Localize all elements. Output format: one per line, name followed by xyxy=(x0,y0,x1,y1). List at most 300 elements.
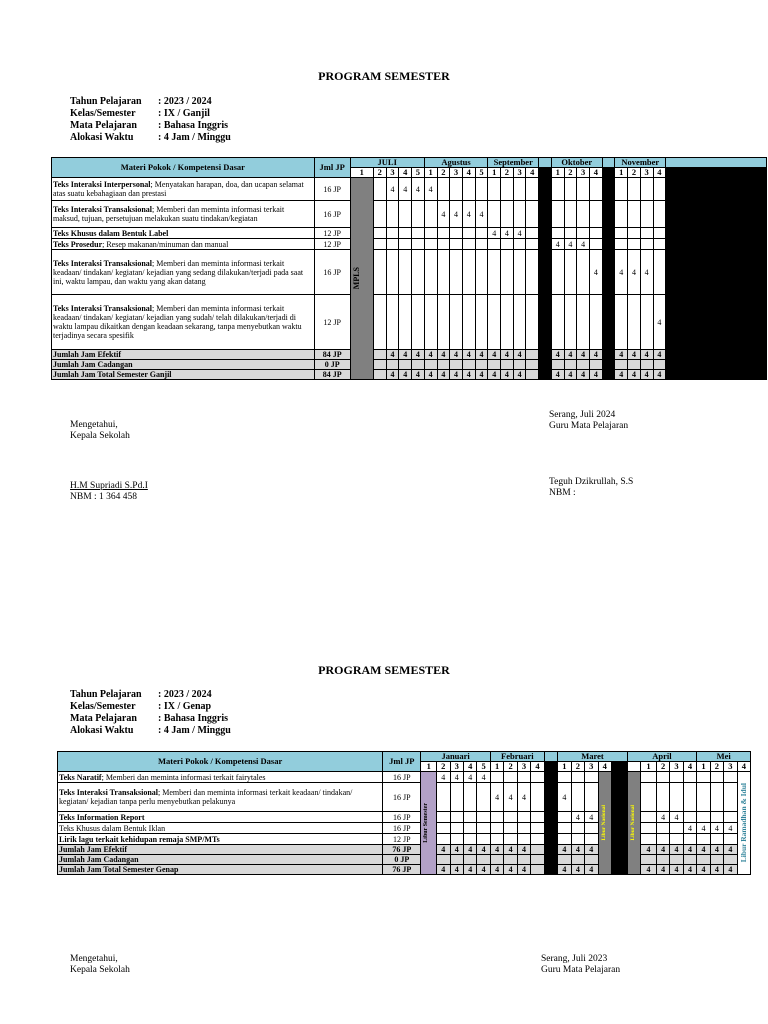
gap-cell xyxy=(611,762,627,772)
semester-info xyxy=(70,96,231,144)
sum-value: 4 xyxy=(670,845,683,855)
info-label: Kelas/Semester xyxy=(70,108,136,119)
sum-value xyxy=(462,360,475,370)
jp-value xyxy=(531,772,544,783)
month-header: September xyxy=(488,158,539,168)
jp-value xyxy=(437,823,450,834)
sum-value: 4 xyxy=(399,350,412,360)
sum-value: 4 xyxy=(450,865,463,875)
materi-title: Teks Naratif xyxy=(59,772,102,782)
jp-value xyxy=(501,201,514,228)
jp-cell: 16 JP xyxy=(383,812,421,823)
sum-value xyxy=(551,360,564,370)
sum-value xyxy=(437,855,450,865)
jp-value xyxy=(615,228,628,239)
jp-cell: 12 JP xyxy=(314,228,350,239)
jp-value xyxy=(504,812,517,823)
jp-value: 4 xyxy=(558,783,571,812)
sum-value: 4 xyxy=(589,350,602,360)
jp-value xyxy=(683,772,696,783)
page-title: PROGRAM SEMESTER xyxy=(318,69,450,83)
jp-value xyxy=(488,250,501,295)
sum-jp: 84 JP xyxy=(314,370,350,380)
jp-value xyxy=(710,812,723,823)
materi-desc: ; Menyatakan harapan, doa, dan ucapan selamat atas suatu kebahagiaan dan prestasi xyxy=(53,180,304,198)
week-number: 1 xyxy=(641,762,657,772)
jp-value xyxy=(724,812,737,823)
jp-value xyxy=(450,239,463,250)
materi-cell xyxy=(52,201,315,228)
sum-label: Jumlah Jam Cadangan xyxy=(52,360,315,370)
materi-title: Teks Prosedur xyxy=(53,239,103,249)
jp-value xyxy=(513,239,526,250)
jp-cell: 12 JP xyxy=(314,239,350,250)
jp-value xyxy=(488,239,501,250)
info-label: Mata Pelajaran xyxy=(70,120,137,131)
jp-value xyxy=(450,823,463,834)
info-value: : IX / Ganjil xyxy=(158,108,210,119)
info-row xyxy=(70,689,231,701)
sum-value: 4 xyxy=(450,370,463,380)
teacher-nbm: NBM : xyxy=(549,488,576,498)
week-number: 3 xyxy=(450,762,463,772)
sum-label: Jumlah Jam Efektif xyxy=(52,350,315,360)
sum-value xyxy=(463,855,476,865)
sum-value: 4 xyxy=(640,370,653,380)
jp-value xyxy=(683,812,696,823)
jp-value xyxy=(504,834,517,845)
info-label: Kelas/Semester xyxy=(70,701,136,712)
table-row xyxy=(58,823,767,834)
jp-value xyxy=(640,239,653,250)
jp-value: 4 xyxy=(656,812,669,823)
week-number: 3 xyxy=(724,762,737,772)
jp-value xyxy=(475,250,488,295)
jp-cell: 16 JP xyxy=(383,783,421,812)
right-sig-line1: Serang, Juli 2023 xyxy=(541,954,608,964)
sum-value xyxy=(373,370,386,380)
sum-value xyxy=(477,855,490,865)
sum-value: 4 xyxy=(683,845,696,855)
libur-ramadhan-column xyxy=(737,772,751,875)
info-row xyxy=(70,96,231,108)
sum-value xyxy=(386,360,399,370)
sum-value xyxy=(526,370,539,380)
sum-value: 4 xyxy=(670,865,683,875)
jp-value xyxy=(424,201,437,228)
sum-value: 4 xyxy=(504,865,517,875)
gap-column xyxy=(611,772,627,875)
jp-value xyxy=(475,239,488,250)
week-number: 3 xyxy=(517,762,530,772)
jp-value xyxy=(477,812,490,823)
sum-value: 4 xyxy=(564,370,577,380)
table-row xyxy=(52,201,767,228)
materi-title: Teks Interaksi Transaksional xyxy=(53,304,152,313)
jp-value xyxy=(577,228,590,239)
sum-value: 4 xyxy=(517,845,530,855)
jml-header: Jml JP xyxy=(314,158,350,178)
jp-value xyxy=(490,772,503,783)
jp-value: 4 xyxy=(683,823,696,834)
sum-value: 4 xyxy=(488,370,501,380)
sum-row xyxy=(52,350,767,360)
jp-value xyxy=(386,250,399,295)
jp-value xyxy=(640,178,653,201)
gap-column xyxy=(602,178,615,380)
month-header: November xyxy=(615,158,666,168)
sum-value: 4 xyxy=(724,865,737,875)
sum-label: Jumlah Jam Cadangan xyxy=(58,855,383,865)
sum-value xyxy=(373,350,386,360)
gap-column xyxy=(539,178,552,380)
jp-value xyxy=(571,823,584,834)
mpls-column xyxy=(350,178,373,380)
sum-value xyxy=(412,360,425,370)
info-row xyxy=(70,132,231,144)
sum-value: 4 xyxy=(437,370,450,380)
week-number: 4 xyxy=(683,762,696,772)
jp-value xyxy=(501,239,514,250)
jp-value xyxy=(564,228,577,239)
libur-ramadhan-label: Libur Ramadhan & Idul xyxy=(738,783,748,863)
gap-column xyxy=(666,178,767,380)
sum-value: 4 xyxy=(628,370,641,380)
jp-value xyxy=(450,228,463,239)
jp-value xyxy=(564,201,577,228)
jp-value xyxy=(558,812,571,823)
week-number: 3 xyxy=(640,168,653,178)
jp-value: 4 xyxy=(571,812,584,823)
jp-value xyxy=(517,772,530,783)
materi-desc: Teks Khusus dalam Bentuk Iklan xyxy=(59,823,166,833)
jp-value xyxy=(641,772,657,783)
sum-value: 4 xyxy=(558,845,571,855)
materi-cell xyxy=(52,250,315,295)
sum-value xyxy=(475,360,488,370)
week-number: 4 xyxy=(531,762,544,772)
materi-desc: ; Memberi dan meminta informasi terkait keadaan/ tindakan/ kegiatan/ kejadian tanpa perlu menyebutkan pelakunya xyxy=(59,788,353,806)
sum-value xyxy=(437,360,450,370)
sum-row xyxy=(52,360,767,370)
sum-value: 4 xyxy=(697,845,710,855)
sum-value xyxy=(571,855,584,865)
week-number: 1 xyxy=(421,762,437,772)
materi-cell xyxy=(58,772,383,783)
week-number: 1 xyxy=(488,168,501,178)
materi-cell xyxy=(58,783,383,812)
week-number: 2 xyxy=(373,168,386,178)
jp-value: 4 xyxy=(640,250,653,295)
jp-value: 4 xyxy=(437,201,450,228)
jp-value xyxy=(386,295,399,350)
jp-value: 4 xyxy=(589,250,602,295)
sum-value: 4 xyxy=(462,370,475,380)
jp-value xyxy=(450,812,463,823)
jp-value xyxy=(450,783,463,812)
jp-value xyxy=(653,178,666,201)
week-number: 1 xyxy=(615,168,628,178)
jp-value xyxy=(488,295,501,350)
sum-value: 4 xyxy=(386,370,399,380)
jp-value xyxy=(628,178,641,201)
materi-title: Teks Interaksi Transaksional xyxy=(53,258,152,268)
sum-value xyxy=(531,855,544,865)
jp-value xyxy=(558,772,571,783)
left-signature-2 xyxy=(70,954,130,976)
gap-cell xyxy=(602,168,615,178)
sum-value: 4 xyxy=(585,865,598,875)
jp-value xyxy=(653,201,666,228)
sum-value: 4 xyxy=(437,865,450,875)
month-gap xyxy=(539,158,552,168)
left-sig-line2: Kepala Sekolah xyxy=(70,965,130,975)
sum-value: 4 xyxy=(501,350,514,360)
materi-title: Teks Interaksi Transaksional xyxy=(53,205,152,214)
sum-jp: 76 JP xyxy=(383,865,421,875)
info-value: : 4 Jam / Minggu xyxy=(158,132,231,143)
sum-value xyxy=(504,855,517,865)
jp-value xyxy=(628,228,641,239)
gap-cell xyxy=(627,762,640,772)
sum-value: 4 xyxy=(424,370,437,380)
sum-value xyxy=(490,855,503,865)
jp-value xyxy=(424,239,437,250)
jp-value xyxy=(488,201,501,228)
sum-value xyxy=(450,360,463,370)
sum-value: 4 xyxy=(475,370,488,380)
jp-value: 4 xyxy=(475,201,488,228)
jp-value xyxy=(424,228,437,239)
sum-value xyxy=(653,360,666,370)
jp-value xyxy=(640,295,653,350)
jp-value: 4 xyxy=(450,772,463,783)
jp-value xyxy=(424,250,437,295)
sum-value xyxy=(589,360,602,370)
jp-value xyxy=(399,228,412,239)
week-number: 2 xyxy=(710,762,723,772)
jp-value xyxy=(462,295,475,350)
jp-value xyxy=(641,783,657,812)
jp-value xyxy=(386,228,399,239)
gap-cell xyxy=(539,168,552,178)
sum-jp: 76 JP xyxy=(383,845,421,855)
sum-value: 4 xyxy=(656,845,669,855)
jp-value xyxy=(399,295,412,350)
jp-value xyxy=(412,201,425,228)
sum-value: 4 xyxy=(386,350,399,360)
week-number: 4 xyxy=(598,762,611,772)
jp-value xyxy=(531,812,544,823)
week-number: 4 xyxy=(589,168,602,178)
jp-value xyxy=(463,783,476,812)
jp-value xyxy=(462,228,475,239)
sum-value: 4 xyxy=(513,350,526,360)
materi-title: Lirik lagu terkait kehidupan remaja SMP/MTs xyxy=(59,834,220,844)
jp-value xyxy=(653,239,666,250)
libur-nasional-column xyxy=(598,772,611,875)
jp-value xyxy=(373,228,386,239)
jp-value xyxy=(501,250,514,295)
jp-value: 4 xyxy=(412,178,425,201)
jp-value xyxy=(531,834,544,845)
jp-value xyxy=(475,228,488,239)
jp-value: 4 xyxy=(517,783,530,812)
jp-value xyxy=(585,772,598,783)
info-value: : 2023 / 2024 xyxy=(158,96,212,107)
sum-value: 4 xyxy=(615,350,628,360)
jp-value xyxy=(670,783,683,812)
sum-value xyxy=(399,360,412,370)
sum-value: 4 xyxy=(490,845,503,855)
jp-value xyxy=(504,823,517,834)
table-row xyxy=(52,228,767,239)
jp-value xyxy=(615,178,628,201)
teacher-name: Teguh Dzikrullah, S.S xyxy=(549,477,634,487)
jp-value xyxy=(450,295,463,350)
sum-value: 4 xyxy=(653,350,666,360)
left-sig-line1: Mengetahui, xyxy=(70,420,118,430)
right-signature xyxy=(549,410,633,499)
jp-value xyxy=(504,772,517,783)
week-number: 3 xyxy=(513,168,526,178)
sum-value: 4 xyxy=(683,865,696,875)
info-label: Tahun Pelajaran xyxy=(70,689,142,700)
principal-nbm: NBM : 1 364 458 xyxy=(70,492,138,502)
jp-value xyxy=(577,295,590,350)
jp-value: 4 xyxy=(399,178,412,201)
jp-value xyxy=(710,834,723,845)
jp-value: 4 xyxy=(724,823,737,834)
sum-value: 4 xyxy=(551,350,564,360)
jp-value xyxy=(641,834,657,845)
week-number: 4 xyxy=(653,168,666,178)
jp-value xyxy=(437,812,450,823)
week-number: 5 xyxy=(475,168,488,178)
materi-cell xyxy=(52,295,315,350)
jp-value xyxy=(641,812,657,823)
jp-value xyxy=(551,201,564,228)
gap-column xyxy=(544,772,557,875)
month-header: Februari xyxy=(490,752,544,762)
info-value: : Bahasa Inggris xyxy=(158,120,229,131)
jp-value: 4 xyxy=(628,250,641,295)
sum-value: 4 xyxy=(653,370,666,380)
sum-value xyxy=(683,855,696,865)
jp-value xyxy=(513,201,526,228)
sum-value xyxy=(577,360,590,370)
materi-desc: ; Resep makanan/minuman dan manual xyxy=(102,239,229,249)
info-row xyxy=(70,725,231,737)
jp-value xyxy=(615,295,628,350)
sum-row xyxy=(58,865,767,875)
libur-nasional-label: Libur Nasional xyxy=(600,805,607,841)
right-sig-line2: Guru Mata Pelajaran xyxy=(549,421,629,431)
jp-value xyxy=(513,178,526,201)
month-header: JULI xyxy=(350,158,424,168)
week-number: 4 xyxy=(399,168,412,178)
jp-cell: 12 JP xyxy=(383,834,421,845)
info-row xyxy=(70,108,231,120)
jp-value: 4 xyxy=(697,823,710,834)
jp-value xyxy=(386,239,399,250)
semester-table xyxy=(51,157,767,380)
sum-value: 4 xyxy=(477,845,490,855)
libur-semester-column xyxy=(421,772,437,875)
jp-value xyxy=(477,834,490,845)
jp-value xyxy=(656,834,669,845)
week-number: 3 xyxy=(386,168,399,178)
week-number: 2 xyxy=(501,168,514,178)
page-title-2: PROGRAM SEMESTER xyxy=(318,663,450,677)
sum-value xyxy=(656,855,669,865)
sum-value: 4 xyxy=(564,350,577,360)
jp-value xyxy=(571,783,584,812)
materi-header: Materi Pokok / Kompetensi Dasar xyxy=(58,752,383,772)
semester-info-2 xyxy=(70,689,231,737)
jp-value xyxy=(585,823,598,834)
sum-value: 4 xyxy=(488,350,501,360)
week-number: 2 xyxy=(504,762,517,772)
jp-value xyxy=(412,250,425,295)
jp-value xyxy=(589,228,602,239)
materi-desc: ; Memberi dan meminta informasi terkait keadaan/ tindakan/ kegiatan/ kejadian yang sedang dilakukan/terjadi pada saat ini, waktu lampau, dan waktu yang akan datang xyxy=(53,258,304,286)
jp-value xyxy=(724,834,737,845)
week-number: 3 xyxy=(585,762,598,772)
jp-value xyxy=(463,823,476,834)
week-number: 2 xyxy=(628,168,641,178)
jp-value xyxy=(697,783,710,812)
jp-value xyxy=(615,201,628,228)
week-number: 4 xyxy=(462,168,475,178)
jp-value: 4 xyxy=(564,239,577,250)
sum-value: 4 xyxy=(437,845,450,855)
week-number: 2 xyxy=(437,762,450,772)
sum-value: 4 xyxy=(399,370,412,380)
month-gap xyxy=(544,752,557,762)
sum-value xyxy=(373,360,386,370)
sum-value xyxy=(424,360,437,370)
sum-value xyxy=(628,360,641,370)
sum-jp: 84 JP xyxy=(314,350,350,360)
jp-value xyxy=(517,812,530,823)
jp-value xyxy=(463,834,476,845)
sum-value: 4 xyxy=(517,865,530,875)
jp-value xyxy=(551,178,564,201)
sum-label: Jumlah Jam Total Semester Genap xyxy=(58,865,383,875)
materi-cell xyxy=(58,834,383,845)
jp-value xyxy=(571,834,584,845)
jp-value xyxy=(531,823,544,834)
jp-value xyxy=(670,823,683,834)
right-sig-line1: Serang, Juli 2024 xyxy=(549,410,616,420)
jp-value xyxy=(653,250,666,295)
jp-value xyxy=(656,772,669,783)
jp-value xyxy=(437,250,450,295)
libur-nasional-label: Libur Nasional xyxy=(629,805,636,841)
month-header: Januari xyxy=(421,752,491,762)
materi-title: Teks Interaksi Transaksional xyxy=(59,788,158,797)
jp-cell: 12 JP xyxy=(314,295,350,350)
jp-value xyxy=(589,178,602,201)
jp-value xyxy=(399,239,412,250)
sum-value: 4 xyxy=(558,865,571,875)
sum-value xyxy=(450,855,463,865)
sum-value: 4 xyxy=(475,350,488,360)
gap-cell xyxy=(544,762,557,772)
table-row xyxy=(52,295,767,350)
sum-value: 4 xyxy=(513,370,526,380)
